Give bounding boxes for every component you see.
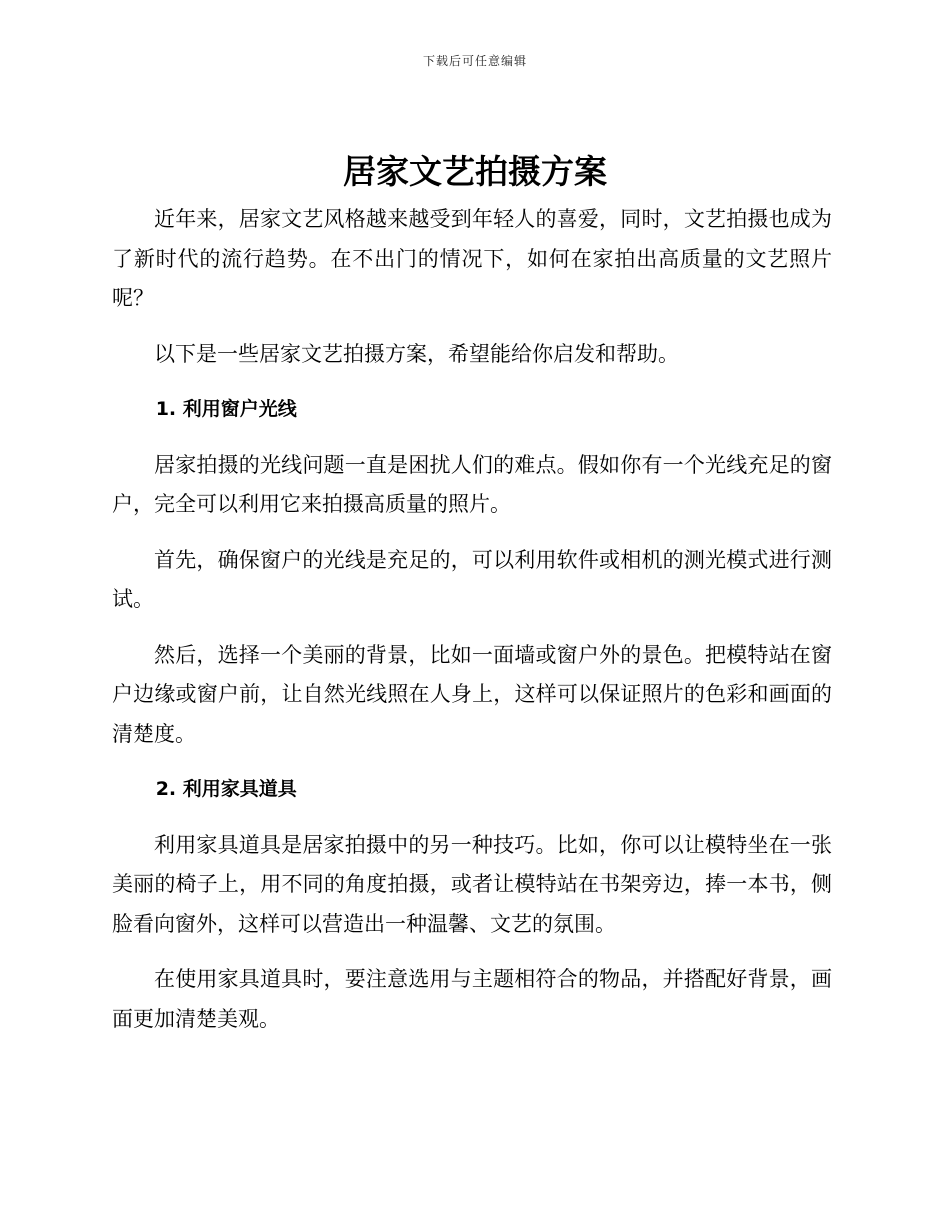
section-heading-window-light: 1. 利用窗户光线: [155, 398, 297, 420]
document-title: 居家文艺拍摄方案: [343, 152, 607, 191]
paragraph-furniture-props-tips: 在使用家具道具时，要注意选用与主题相符合的物品，并搭配好背景，画面更加清楚美观。: [112, 967, 832, 1031]
paragraph-lead-in: 以下是一些居家文艺拍摄方案，希望能给你启发和帮助。: [154, 341, 679, 366]
paragraph-furniture-props-example: 利用家具道具是居家拍摄中的另一种技巧。比如，你可以让模特坐在一张美丽的椅子上，用不同的角度拍摄，或者让模特站在书架旁边，捧一本书，侧脸看向窗外，这样可以营造出一种温馨、文艺的氛围。: [112, 832, 832, 936]
paragraph-window-light-first: 首先，确保窗户的光线是充足的，可以利用软件或相机的测光模式进行测试。: [112, 547, 832, 611]
paragraph-window-light-then: 然后，选择一个美丽的背景，比如一面墙或窗户外的景色。把模特站在窗户边缘或窗户前，让自然光线照在人身上，这样可以保证照片的色彩和画面的清楚度。: [112, 642, 832, 746]
page-header: 下载后可任意编辑: [422, 54, 527, 68]
paragraph-intro: 近年来，居家文艺风格越来越受到年轻人的喜爱，同时，文艺拍摄也成为了新时代的流行趋势。在不出门的情况下，如何在家拍出高质量的文艺照片呢？: [112, 207, 832, 310]
section-heading-furniture-props: 2. 利用家具道具: [155, 778, 297, 800]
document-body: [112, 200, 832, 1055]
paragraph-window-light-problem: 居家拍摄的光线问题一直是困扰人们的难点。假如你有一个光线充足的窗户，完全可以利用它来拍摄高质量的照片。: [112, 452, 832, 516]
